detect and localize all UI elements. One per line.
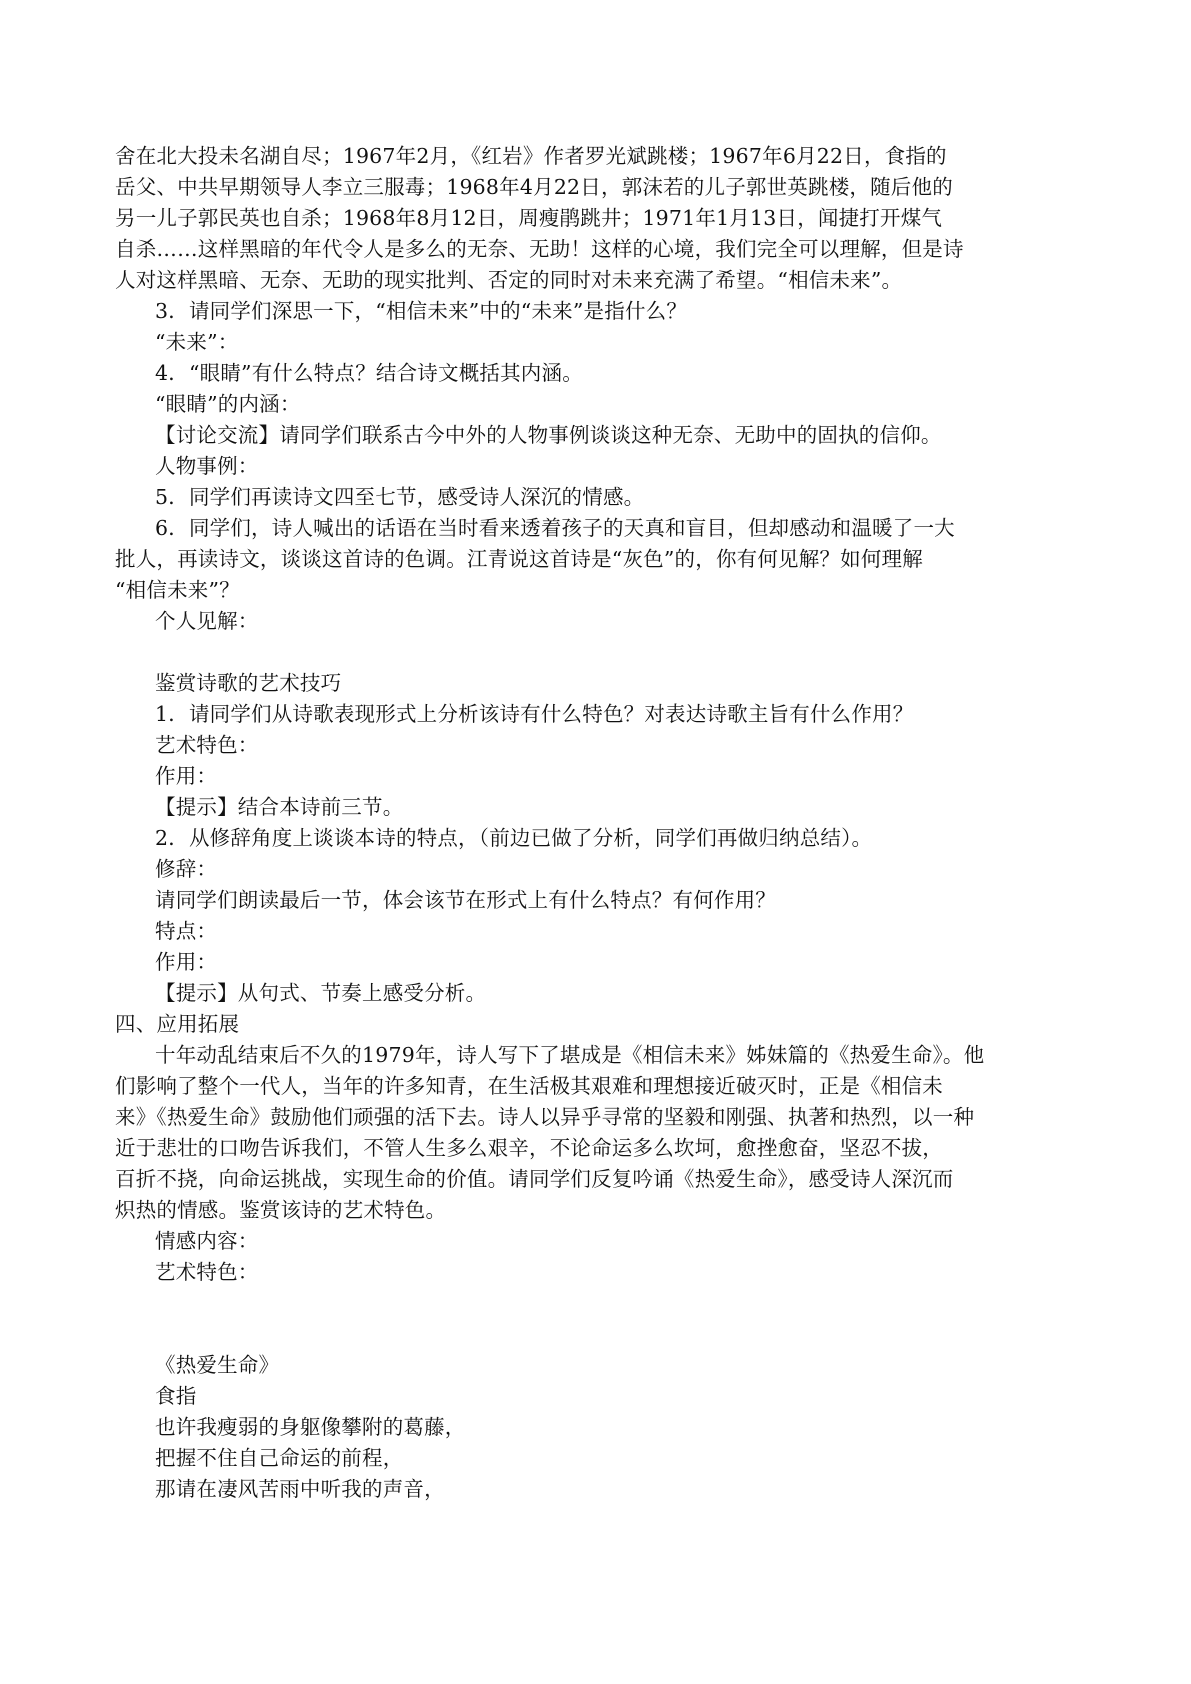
art-question-2: 2．从修辞角度上谈谈本诗的特点，（前边已做了分析，同学们再做归纳总结）。 xyxy=(155,826,873,850)
future-answer-label: “未来”： xyxy=(155,330,239,354)
paragraph-line: 十年动乱结束后不久的1979年，诗人写下了堪成是《相信未来》姊妹篇的《热爱生命》。他 xyxy=(155,1043,985,1067)
question-3: 3．请同学们深思一下，“相信未来”中的“未来”是指什么？ xyxy=(155,299,688,323)
question-6 xyxy=(115,513,1091,606)
art-feature-label: 艺术特色： xyxy=(155,1260,259,1284)
hint-2: 【提示】从句式、节奏上感受分析。 xyxy=(155,981,487,1005)
paragraph-line: 近于悲壮的口吻告诉我们，不管人生多么艰辛，不论命运多么坎坷，愈挫愈奋，坚忍不拔， xyxy=(115,1136,943,1160)
paragraph-line: 百折不挠，向命运挑战，实现生命的价值。请同学们反复吟诵《热爱生命》，感受诗人深沉而 xyxy=(115,1167,954,1191)
paragraph-line: 舍在北大投未名湖自尽；1967年2月，《红岩》作者罗光斌跳楼；1967年6月22日，食指的 xyxy=(115,144,947,168)
effect-label: 作用： xyxy=(155,764,218,788)
examples-label: 人物事例： xyxy=(155,454,259,478)
discussion-prompt: 【讨论交流】请同学们联系古今中外的人物事例谈谈这种无奈、无助中的固执的信仰。 xyxy=(155,423,942,447)
question-5: 5．同学们再读诗文四至七节，感受诗人深沉的情感。 xyxy=(155,485,645,509)
paragraph-line: 岳父、中共早期领导人李立三服毒；1968年4月22日，郭沫若的儿子郭世英跳楼，随后他的 xyxy=(115,175,953,199)
effect-label: 作用： xyxy=(155,950,218,974)
question-4: 4．“眼睛”有什么特点？结合诗文概括其内涵。 xyxy=(155,361,583,385)
feature-label: 特点： xyxy=(155,919,218,943)
rhetoric-label: 修辞： xyxy=(155,857,218,881)
blank-line xyxy=(115,637,1091,668)
poem-line: 把握不住自己命运的前程， xyxy=(155,1446,404,1470)
paragraph-line: 们影响了整个一代人，当年的许多知青，在生活极其艰难和理想接近破灭时，正是《相信未 xyxy=(115,1074,943,1098)
blank-lines xyxy=(115,1288,1091,1350)
paragraph-line: 来》《热爱生命》鼓励他们顽强的活下去。诗人以异乎寻常的坚毅和刚强、执著和热烈，以一种 xyxy=(115,1105,975,1129)
intro-paragraph xyxy=(115,141,1091,296)
poem-title: 《热爱生命》 xyxy=(155,1353,280,1377)
question-6-line: 批人，再读诗文，谈谈这首诗的色调。江青说这首诗是“灰色”的，你有何见解？如何理解 xyxy=(115,547,923,571)
poem xyxy=(115,1350,1091,1505)
emotion-label: 情感内容： xyxy=(155,1229,259,1253)
read-last-stanza: 请同学们朗读最后一节，体会该节在形式上有什么特点？有何作用？ xyxy=(155,888,776,912)
hint-1: 【提示】结合本诗前三节。 xyxy=(155,795,404,819)
paragraph-line: 另一儿子郭民英也自杀；1968年8月12日，周瘦鹃跳井；1971年1月13日，闻捷打开煤气 xyxy=(115,206,943,230)
poem-author: 食指 xyxy=(155,1384,197,1408)
art-feature-label: 艺术特色： xyxy=(155,733,259,757)
poem-line: 那请在凄风苦雨中听我的声音， xyxy=(155,1477,445,1501)
art-question-1: 1．请同学们从诗歌表现形式上分析该诗有什么特色？对表达诗歌主旨有什么作用？ xyxy=(155,702,914,726)
section-4-paragraph xyxy=(115,1040,1091,1226)
art-section-heading: 鉴赏诗歌的艺术技巧 xyxy=(155,671,342,695)
question-6-line: 6．同学们，诗人喊出的话语在当时看来透着孩子的天真和盲目，但却感动和温暖了一大 xyxy=(155,516,955,540)
question-6-line: “相信未来”？ xyxy=(115,578,240,602)
paragraph-line: 炽热的情感。鉴赏该诗的艺术特色。 xyxy=(115,1198,447,1222)
paragraph-line: 人对这样黑暗、无奈、无助的现实批判、否定的同时对未来充满了希望。“相信未来”。 xyxy=(115,268,903,292)
section-4-heading: 四、应用拓展 xyxy=(115,1012,240,1036)
poem-line: 也许我瘦弱的身躯像攀附的葛藤， xyxy=(155,1415,466,1439)
personal-view-label: 个人见解： xyxy=(155,609,259,633)
paragraph-line: 自杀……这样黑暗的年代令人是多么的无奈、无助！这样的心境，我们完全可以理解，但是诗 xyxy=(115,237,964,261)
eyes-answer-label: “眼睛”的内涵： xyxy=(155,392,301,416)
